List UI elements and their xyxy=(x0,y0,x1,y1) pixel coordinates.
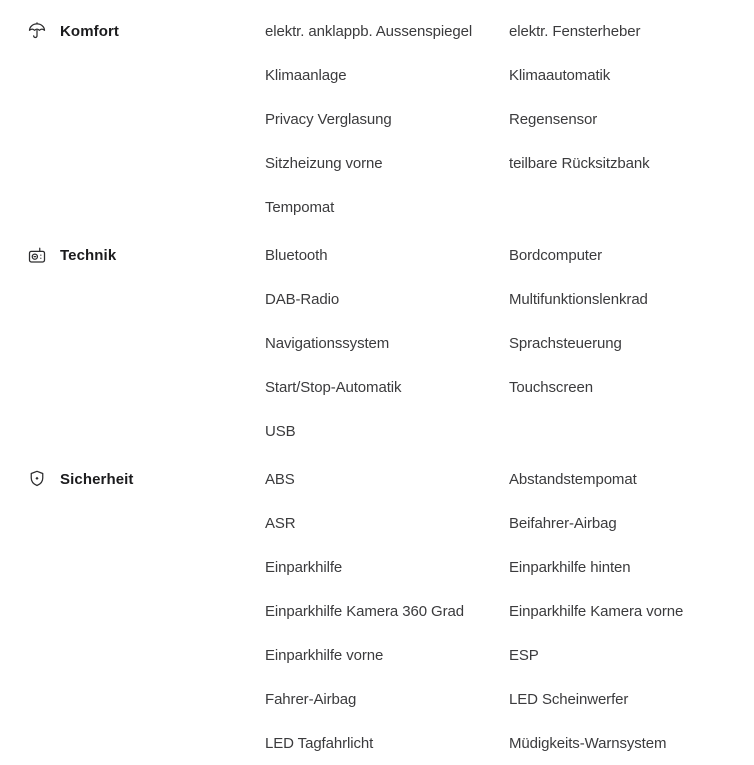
section-technik-header xyxy=(0,233,265,277)
feature-item: Einparkhilfe xyxy=(265,558,343,576)
section-sicherheit xyxy=(0,457,754,765)
feature-item: Klimaautomatik xyxy=(509,66,611,84)
feature-item: Einparkhilfe Kamera 360 Grad xyxy=(265,602,464,620)
feature-item: Navigationssystem xyxy=(265,334,390,352)
feature-item: Privacy Verglasung xyxy=(265,110,392,128)
shield-icon xyxy=(27,469,47,489)
section-sicherheit-header xyxy=(0,457,265,501)
feature-item: Einparkhilfe vorne xyxy=(265,646,384,664)
feature-item: DAB-Radio xyxy=(265,290,340,308)
feature-item: Abstandstempomat xyxy=(509,470,637,488)
feature-item: ABS xyxy=(265,470,295,488)
feature-item: teilbare Rücksitzbank xyxy=(509,154,650,172)
feature-item: Bluetooth xyxy=(265,246,328,264)
feature-list-technik xyxy=(265,233,754,453)
section-title: Technik xyxy=(60,246,117,264)
feature-item: Sprachsteuerung xyxy=(509,334,622,352)
feature-item: Einparkhilfe hinten xyxy=(509,558,631,576)
section-komfort-header xyxy=(0,9,265,53)
feature-item: Klimaanlage xyxy=(265,66,347,84)
feature-item: LED Tagfahrlicht xyxy=(265,734,374,752)
radio-icon xyxy=(27,245,47,265)
feature-item: Multifunktionslenkrad xyxy=(509,290,648,308)
section-technik xyxy=(0,233,754,453)
feature-item: Sitzheizung vorne xyxy=(265,154,383,172)
feature-item: Fahrer-Airbag xyxy=(265,690,357,708)
section-title: Komfort xyxy=(60,22,120,40)
feature-list-sicherheit xyxy=(265,457,754,765)
feature-item: LED Scheinwerfer xyxy=(509,690,629,708)
section-title: Sicherheit xyxy=(60,470,134,488)
feature-item: USB xyxy=(265,422,296,440)
feature-item: Start/Stop-Automatik xyxy=(265,378,402,396)
feature-item: ESP xyxy=(509,646,539,664)
umbrella-icon xyxy=(27,21,47,41)
feature-item: Müdigkeits-Warnsystem xyxy=(509,734,667,752)
feature-item: elektr. anklappb. Aussenspiegel xyxy=(265,22,473,40)
feature-item: Beifahrer-Airbag xyxy=(509,514,617,532)
section-komfort xyxy=(0,9,754,229)
feature-item: Touchscreen xyxy=(509,378,593,396)
feature-item: Regensensor xyxy=(509,110,598,128)
feature-item: Bordcomputer xyxy=(509,246,603,264)
feature-list-komfort xyxy=(265,9,754,229)
feature-item: elektr. Fensterheber xyxy=(509,22,641,40)
feature-item: Einparkhilfe Kamera vorne xyxy=(509,602,684,620)
feature-item: ASR xyxy=(265,514,296,532)
feature-item: Tempomat xyxy=(265,198,335,216)
